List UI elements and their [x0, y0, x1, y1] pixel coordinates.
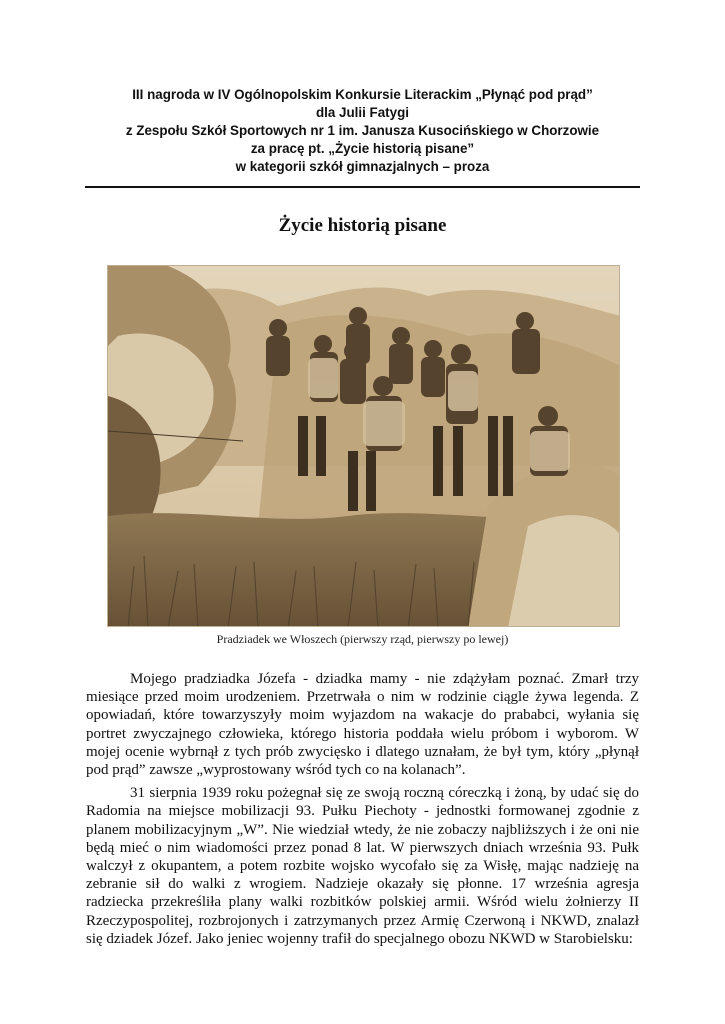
- award-header-line: w kategorii szkół gimnazjalnych – proza: [235, 159, 490, 174]
- award-header-line: z Zespołu Szkół Sportowych nr 1 im. Janusza Kusocińskiego w Chorzowie: [125, 123, 600, 138]
- paragraph: Mojego pradziadka Józefa - dziadka mamy - nie zdążyłam poznać. Zmarł trzy miesiące przed moim urodzeniem. Przetrwała o nim w rodzinie ciągle żywa legenda. Z opowiadań, które towarzyszyły moim wyjazdom na wakacje do prababci, wyłania się portret zwyczajnego człowieka, którego historia poddała wielu próbom i wyborom. W mojej ocenie wybrnął z tych prób zwycięsko i dlatego uznałam, że był tym, który „płynął pod prąd” zawsze „wyprostowany wśród tych co na kolanach”.: [86, 671, 639, 779]
- award-header-line: dla Julii Fatygi: [315, 105, 409, 120]
- document-title: Życie historią pisane: [278, 215, 447, 236]
- historical-photo: [107, 265, 620, 627]
- header-divider: [85, 186, 640, 188]
- photo-caption: Pradziadek we Włoszech (pierwszy rząd, pierwszy po lewej): [216, 632, 509, 646]
- award-header-line: III nagroda w IV Ogólnopolskim Konkursie Literackim „Płynąć pod prąd”: [132, 87, 593, 102]
- award-header: [60, 86, 665, 176]
- article-body: [86, 670, 639, 953]
- paragraph: 31 sierpnia 1939 roku pożegnał się ze swoją roczną córeczką i żoną, by udać się do Radomia na miejsce mobilizacji 93. Pułku Piechoty - jednostki formowanej zgodnie z planem mobilizacyjnym „W”. Nie wiedział wtedy, że nie zobaczy najbliższych i że oni nie będą mieć o nim wiadomości przez ponad 8 lat. W pierwszych dniach września 93. Pułk walczył z okupantem, a potem rozbite wojsko wycofało się za Wisłę, mając nadzieję na zebranie sił do walki z wrogiem. Nadzieje okazały się płonne. 17 września agresja radziecka przekreśliła plany walki rozbitków polskiej armii. Wśród wielu żołnierzy II Rzeczypospolitej, rozbrojonych i zatrzymanych przez Armię Czerwoną i NKWD, znalazł się dziadek Józef. Jako jeniec wojenny trafił do specjalnego obozu NKWD w Starobielsku:: [86, 785, 639, 947]
- award-header-line: za pracę pt. „Życie historią pisane”: [250, 141, 475, 156]
